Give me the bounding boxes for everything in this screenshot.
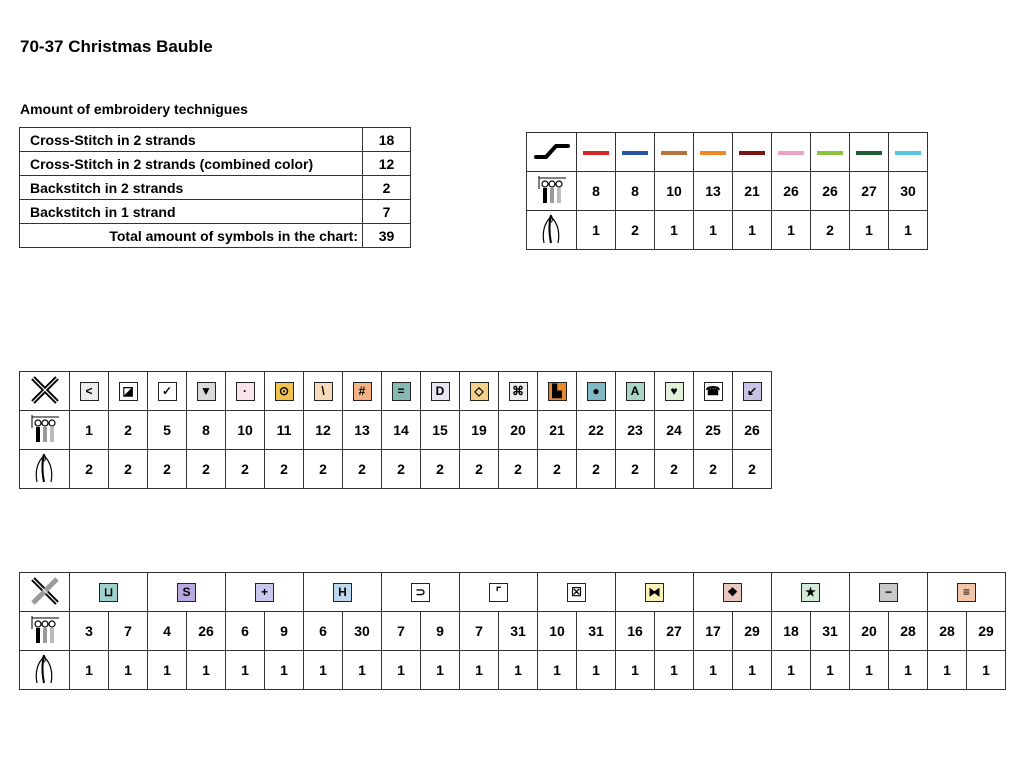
backstitch-color-row: [527, 133, 928, 172]
strand-count-cell: 2: [304, 450, 343, 489]
strand-count-cell: 2: [655, 450, 694, 489]
stitch-symbol-icon: =: [392, 382, 411, 401]
backstitch-color-cell: [616, 133, 655, 172]
floss-number-cell: 31: [811, 612, 850, 651]
floss-number-cell: 24: [655, 411, 694, 450]
strand-count-cell: 1: [733, 211, 772, 250]
cross-stitch-strands-row: [20, 450, 772, 489]
backstitch-color-swatch: [622, 151, 648, 155]
symbol-cell: [226, 573, 304, 612]
floss-header-cell: [20, 612, 70, 651]
strand-count-cell: 1: [460, 651, 499, 690]
stitch-symbol-icon: ≡: [957, 583, 976, 602]
floss-number-icon: [536, 175, 568, 205]
total-label: Total amount of symbols in the chart:: [20, 224, 363, 248]
backstitch-icon: [534, 141, 570, 161]
symbol-cell: [460, 372, 499, 411]
floss-number-cell: 1: [70, 411, 109, 450]
stitch-symbol-icon: H: [333, 583, 352, 602]
technique-label: Cross-Stitch in 2 strands: [20, 128, 363, 152]
floss-number-cell: 22: [577, 411, 616, 450]
symbol-cell: [577, 372, 616, 411]
floss-number-cell: 30: [343, 612, 382, 651]
strand-count-cell: 2: [148, 450, 187, 489]
cross-stitch-symbol-row: [20, 372, 772, 411]
strand-count-cell: 1: [850, 211, 889, 250]
strand-count-cell: 2: [265, 450, 304, 489]
floss-header-cell: [20, 411, 70, 450]
strand-count-cell: 1: [967, 651, 1006, 690]
symbol-cell: [655, 372, 694, 411]
symbol-cell: [772, 573, 850, 612]
backstitch-table: [526, 132, 928, 250]
strand-count-cell: 1: [733, 651, 772, 690]
floss-number-cell: 6: [304, 612, 343, 651]
strand-count-cell: 1: [421, 651, 460, 690]
symbol-cell: [148, 573, 226, 612]
backstitch-color-swatch: [895, 151, 921, 155]
technique-row: [20, 176, 411, 200]
floss-number-cell: 26: [772, 172, 811, 211]
page-title: 70-37 Christmas Bauble: [20, 37, 213, 56]
backstitch-color-cell: [850, 133, 889, 172]
stitch-symbol-icon: #: [353, 382, 372, 401]
backstitch-color-cell: [655, 133, 694, 172]
strand-count-cell: 2: [109, 450, 148, 489]
floss-number-cell: 9: [421, 612, 460, 651]
symbol-cell: [109, 372, 148, 411]
floss-number-cell: 13: [343, 411, 382, 450]
floss-number-cell: 28: [889, 612, 928, 651]
floss-number-cell: 28: [928, 612, 967, 651]
strand-count-cell: 2: [577, 450, 616, 489]
backstitch-color-cell: [772, 133, 811, 172]
floss-number-cell: 21: [733, 172, 772, 211]
backstitch-color-swatch: [700, 151, 726, 155]
symbol-cell: [694, 573, 772, 612]
strand-count-cell: 1: [850, 651, 889, 690]
stitch-symbol-icon: ⌘: [509, 382, 528, 401]
symbol-cell: [616, 372, 655, 411]
floss-number-cell: 26: [811, 172, 850, 211]
backstitch-color-swatch: [583, 151, 609, 155]
backstitch-color-swatch: [817, 151, 843, 155]
floss-number-cell: 7: [109, 612, 148, 651]
strand-count-cell: 2: [70, 450, 109, 489]
strand-count-cell: 2: [187, 450, 226, 489]
strand-count-cell: 1: [772, 651, 811, 690]
floss-header-cell: [527, 172, 577, 211]
stitch-symbol-icon: ☒: [567, 583, 586, 602]
stitch-symbol-icon: ⌜: [489, 583, 508, 602]
stitch-symbol-icon: ☎: [704, 382, 723, 401]
stitch-symbol-icon: ⊔: [99, 583, 118, 602]
floss-number-cell: 8: [616, 172, 655, 211]
needle-header-cell: [527, 211, 577, 250]
floss-number-cell: 12: [304, 411, 343, 450]
strand-count-cell: 2: [421, 450, 460, 489]
symbol-cell: [187, 372, 226, 411]
backstitch-color-swatch: [739, 151, 765, 155]
floss-number-cell: 29: [967, 612, 1006, 651]
backstitch-color-cell: [889, 133, 928, 172]
combined-symbol-row: [20, 573, 1006, 612]
symbol-cell: [616, 573, 694, 612]
floss-number-cell: 20: [499, 411, 538, 450]
strand-count-cell: 2: [811, 211, 850, 250]
floss-number-cell: 8: [577, 172, 616, 211]
floss-number-cell: 21: [538, 411, 577, 450]
needle-header-cell: [20, 651, 70, 690]
technique-row: [20, 200, 411, 224]
symbol-cell: [733, 372, 772, 411]
stitch-symbol-icon: ●: [587, 382, 606, 401]
strand-count-cell: 1: [304, 651, 343, 690]
stitch-symbol-icon: ▼: [197, 382, 216, 401]
stitch-symbol-icon: +: [255, 583, 274, 602]
symbol-cell: [538, 372, 577, 411]
floss-number-icon: [29, 615, 61, 645]
combined-cross-stitch-icon: [29, 576, 61, 606]
strand-count-cell: 1: [889, 211, 928, 250]
floss-number-cell: 17: [694, 612, 733, 651]
symbol-cell: [304, 372, 343, 411]
strand-count-cell: 2: [616, 450, 655, 489]
stitch-symbol-icon: ↙: [743, 382, 762, 401]
symbol-cell: [499, 372, 538, 411]
floss-number-cell: 14: [382, 411, 421, 450]
total-count: 39: [363, 224, 411, 248]
floss-number-cell: 11: [265, 411, 304, 450]
symbol-cell: [421, 372, 460, 411]
stitch-symbol-icon: ·: [236, 382, 255, 401]
stitch-symbol-icon: ⊙: [275, 382, 294, 401]
floss-number-cell: 10: [538, 612, 577, 651]
strand-count-cell: 1: [928, 651, 967, 690]
strand-count-cell: 1: [343, 651, 382, 690]
needle-strands-icon: [33, 452, 57, 484]
stitch-symbol-icon: \: [314, 382, 333, 401]
symbol-cell: [265, 372, 304, 411]
backstitch-number-row: [527, 172, 928, 211]
cross-stitch-header-cell: [20, 372, 70, 411]
strand-count-cell: 1: [148, 651, 187, 690]
cross-stitch-table: [19, 371, 772, 489]
floss-number-cell: 7: [460, 612, 499, 651]
strand-count-cell: 2: [460, 450, 499, 489]
stitch-symbol-icon: ◇: [470, 382, 489, 401]
strand-count-cell: 1: [889, 651, 928, 690]
floss-number-cell: 16: [616, 612, 655, 651]
symbol-cell: [850, 573, 928, 612]
combined-header-cell: [20, 573, 70, 612]
stitch-symbol-icon: ❖: [723, 583, 742, 602]
technique-row: [20, 128, 411, 152]
strand-count-cell: 1: [382, 651, 421, 690]
symbol-cell: [70, 573, 148, 612]
symbol-cell: [148, 372, 187, 411]
floss-number-cell: 18: [772, 612, 811, 651]
symbol-cell: [226, 372, 265, 411]
strand-count-cell: 1: [811, 651, 850, 690]
strand-count-cell: 1: [265, 651, 304, 690]
strand-count-cell: 1: [187, 651, 226, 690]
technique-label: Backstitch in 1 strand: [20, 200, 363, 224]
floss-number-cell: 27: [850, 172, 889, 211]
symbol-cell: [382, 372, 421, 411]
floss-number-cell: 8: [187, 411, 226, 450]
strand-count-cell: 1: [109, 651, 148, 690]
strand-count-cell: 1: [499, 651, 538, 690]
needle-strands-icon: [540, 213, 564, 245]
floss-number-cell: 31: [577, 612, 616, 651]
floss-number-cell: 9: [265, 612, 304, 651]
techniques-heading: Amount of embroidery technigues: [20, 101, 248, 117]
floss-number-cell: 26: [187, 612, 226, 651]
strand-count-cell: 1: [538, 651, 577, 690]
floss-number-cell: 7: [382, 612, 421, 651]
stitch-symbol-icon: D: [431, 382, 450, 401]
strand-count-cell: 2: [382, 450, 421, 489]
floss-number-cell: 20: [850, 612, 889, 651]
backstitch-color-swatch: [661, 151, 687, 155]
symbol-cell: [928, 573, 1006, 612]
strand-count-cell: 1: [577, 211, 616, 250]
symbol-cell: [694, 372, 733, 411]
floss-number-cell: 15: [421, 411, 460, 450]
technique-count: 12: [363, 152, 411, 176]
strand-count-cell: 2: [226, 450, 265, 489]
combined-cross-stitch-table: [19, 572, 1006, 690]
strand-count-cell: 1: [655, 651, 694, 690]
symbol-cell: [460, 573, 538, 612]
cross-stitch-number-row: [20, 411, 772, 450]
symbol-cell: [343, 372, 382, 411]
backstitch-color-swatch: [856, 151, 882, 155]
total-row: [20, 224, 411, 248]
technique-label: Backstitch in 2 strands: [20, 176, 363, 200]
stitch-symbol-icon: S: [177, 583, 196, 602]
needle-strands-icon: [33, 653, 57, 685]
technique-count: 7: [363, 200, 411, 224]
floss-number-cell: 27: [655, 612, 694, 651]
stitch-symbol-icon: ✓: [158, 382, 177, 401]
floss-number-cell: 26: [733, 411, 772, 450]
floss-number-cell: 6: [226, 612, 265, 651]
stitch-symbol-icon: ⊃: [411, 583, 430, 602]
combined-number-row: [20, 612, 1006, 651]
stitch-symbol-icon: −: [879, 583, 898, 602]
technique-label: Cross-Stitch in 2 strands (combined color): [20, 152, 363, 176]
backstitch-color-cell: [577, 133, 616, 172]
stitch-symbol-icon: ★: [801, 583, 820, 602]
stitch-symbol-icon: ▙: [548, 382, 567, 401]
floss-number-cell: 31: [499, 612, 538, 651]
symbol-cell: [304, 573, 382, 612]
strand-count-cell: 1: [577, 651, 616, 690]
technique-row: [20, 152, 411, 176]
stitch-symbol-icon: <: [80, 382, 99, 401]
floss-number-cell: 25: [694, 411, 733, 450]
techniques-table: [19, 127, 411, 248]
floss-number-icon: [29, 414, 61, 444]
strand-count-cell: 2: [538, 450, 577, 489]
backstitch-color-cell: [733, 133, 772, 172]
backstitch-strands-row: [527, 211, 928, 250]
strand-count-cell: 1: [616, 651, 655, 690]
strand-count-cell: 1: [694, 211, 733, 250]
floss-number-cell: 5: [148, 411, 187, 450]
floss-number-cell: 23: [616, 411, 655, 450]
strand-count-cell: 2: [733, 450, 772, 489]
combined-strands-row: [20, 651, 1006, 690]
strand-count-cell: 1: [655, 211, 694, 250]
strand-count-cell: 1: [772, 211, 811, 250]
floss-number-cell: 4: [148, 612, 187, 651]
strand-count-cell: 2: [616, 211, 655, 250]
floss-number-cell: 10: [226, 411, 265, 450]
technique-count: 18: [363, 128, 411, 152]
stitch-symbol-icon: ♥: [665, 382, 684, 401]
floss-number-cell: 2: [109, 411, 148, 450]
floss-number-cell: 3: [70, 612, 109, 651]
floss-number-cell: 13: [694, 172, 733, 211]
cross-stitch-icon: [29, 375, 61, 405]
backstitch-color-swatch: [778, 151, 804, 155]
needle-header-cell: [20, 450, 70, 489]
stitch-symbol-icon: ⧓: [645, 583, 664, 602]
floss-number-cell: 29: [733, 612, 772, 651]
strand-count-cell: 2: [499, 450, 538, 489]
floss-number-cell: 30: [889, 172, 928, 211]
floss-number-cell: 10: [655, 172, 694, 211]
strand-count-cell: 1: [226, 651, 265, 690]
stitch-symbol-icon: A: [626, 382, 645, 401]
symbol-cell: [70, 372, 109, 411]
backstitch-color-cell: [694, 133, 733, 172]
backstitch-color-cell: [811, 133, 850, 172]
strand-count-cell: 2: [694, 450, 733, 489]
symbol-cell: [382, 573, 460, 612]
strand-count-cell: 2: [343, 450, 382, 489]
strand-count-cell: 1: [694, 651, 733, 690]
stitch-symbol-icon: ◪: [119, 382, 138, 401]
technique-count: 2: [363, 176, 411, 200]
strand-count-cell: 1: [70, 651, 109, 690]
floss-number-cell: 19: [460, 411, 499, 450]
backstitch-header-cell: [527, 133, 577, 172]
symbol-cell: [538, 573, 616, 612]
